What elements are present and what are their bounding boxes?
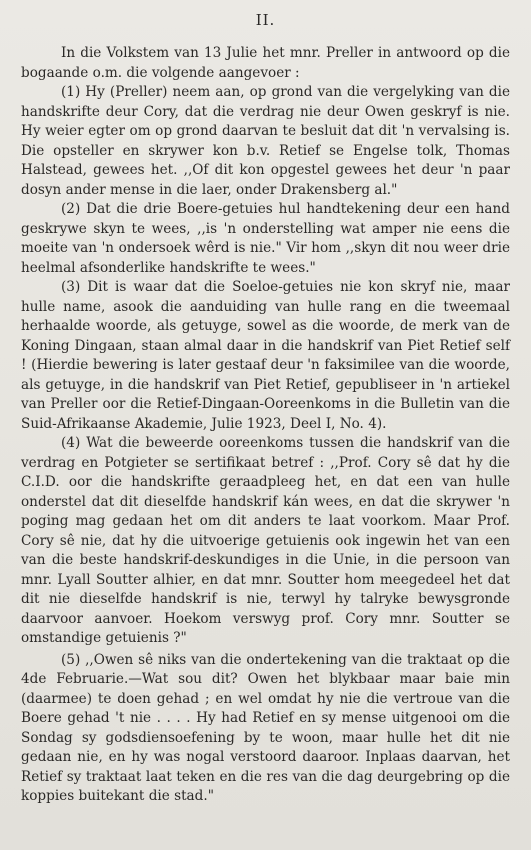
paragraph-point-4: (4) Wat die beweerde ooreenkoms tussen die handskrif van die verdrag en Potgieter se sertifikaat betref : ,,Prof. Cory sê dat hy die C.I.D. oor die handskrifte geraadpleeg het, en dat een van hulle onderstel dat dit dieselfde handskrif kán wees, en dat die skrywer 'n poging mag gedaan het om dit anders te laat voorkom. Maar Prof. Cory sê nie, dat hy die uitvoerige getuienis ook ingewin het van een van die beste handskrif-deskundiges in die Unie, in die persoon van mnr. Lyall Soutter alhier, en dat mnr. Soutter hom meegedeel het dat dit nie dieselfde handskrif is nie, terwyl hy talryke bewysgronde daarvoor aanvoer. Hoekom verswyg prof. Cory mnr. Soutter se omstandige getuienis ?" xyxy=(21,435,510,646)
paragraph-point-3: (3) Dit is waar dat die Soeloe-getuies nie kon skryf nie, maar hulle name, asook die aanduiding van hulle rang en die tweemaal herhaalde woorde, als getuyge, sowel as die woorde, de merk van de Koning Dingaan, staan almal daar in die handskrif van Piet Retief self ! (Hierdie bewering is later gestaaf deur 'n faksimilee van die woorde, als getuyge, in die handskrif van Piet Retief, gepubliseer in 'n artiekel van Preller oor die Retief-Dingaan-Ooreenkoms in die Bulletin van die Suid-Afrikaanse Akademie, Julie 1923, Deel I, No. 4). xyxy=(21,279,510,432)
paragraph-point-5: (5) ,,Owen sê niks van die ondertekening van die traktaat op die 4de Februarie.—Wat sou dit? Owen het blykbaar maar baie min (daarmee) te doen gehad ; en wel omdat hy nie die vertroue van die Boere gehad 't nie . . . . Hy had Retief en sy mense uitgenooi om die Sondag sy godsdiensoefening by te woon, maar hulle het dit nie gedaan nie, en hy was nogal verstoord daaroor. Inplaas daarvan, het Retief sy traktaat laat teken en die res van die dag deurgebring op die koppies buitekant die stad." xyxy=(21,651,510,804)
paragraph-point-2: (2) Dat die drie Boere-getuies hul handtekening deur een hand geskrywe skyn te wees, ,,is 'n onderstelling wat amper nie eens die moeite van 'n ondersoek wêrd is nie." Vir hom ,,skyn dit nou weer drie heelmal afsonderlike handskrifte te wees." xyxy=(21,201,510,276)
paragraph-point-1: (1) Hy (Preller) neem aan, op grond van die vergelyking van die handskrifte deur Cory, dat die verdrag nie deur Owen geskryf is nie. Hy weier egter om op grond daarvan te besluit dat dit 'n vervalsing is. Die opsteller en skrywer kon b.v. Retief se Engelse tolk, Thomas Halstead, gewees het. ,,Of dit kon opgestel gewees het deur 'n paar dosyn ander mense in die laer, onder Drakensberg al." xyxy=(21,84,510,198)
page-number: II. xyxy=(255,11,276,29)
paragraph-intro: In die Volkstem van 13 Julie het mnr. Preller in antwoord op die bogaande o.m. die volgende aangevoer : xyxy=(21,45,510,81)
